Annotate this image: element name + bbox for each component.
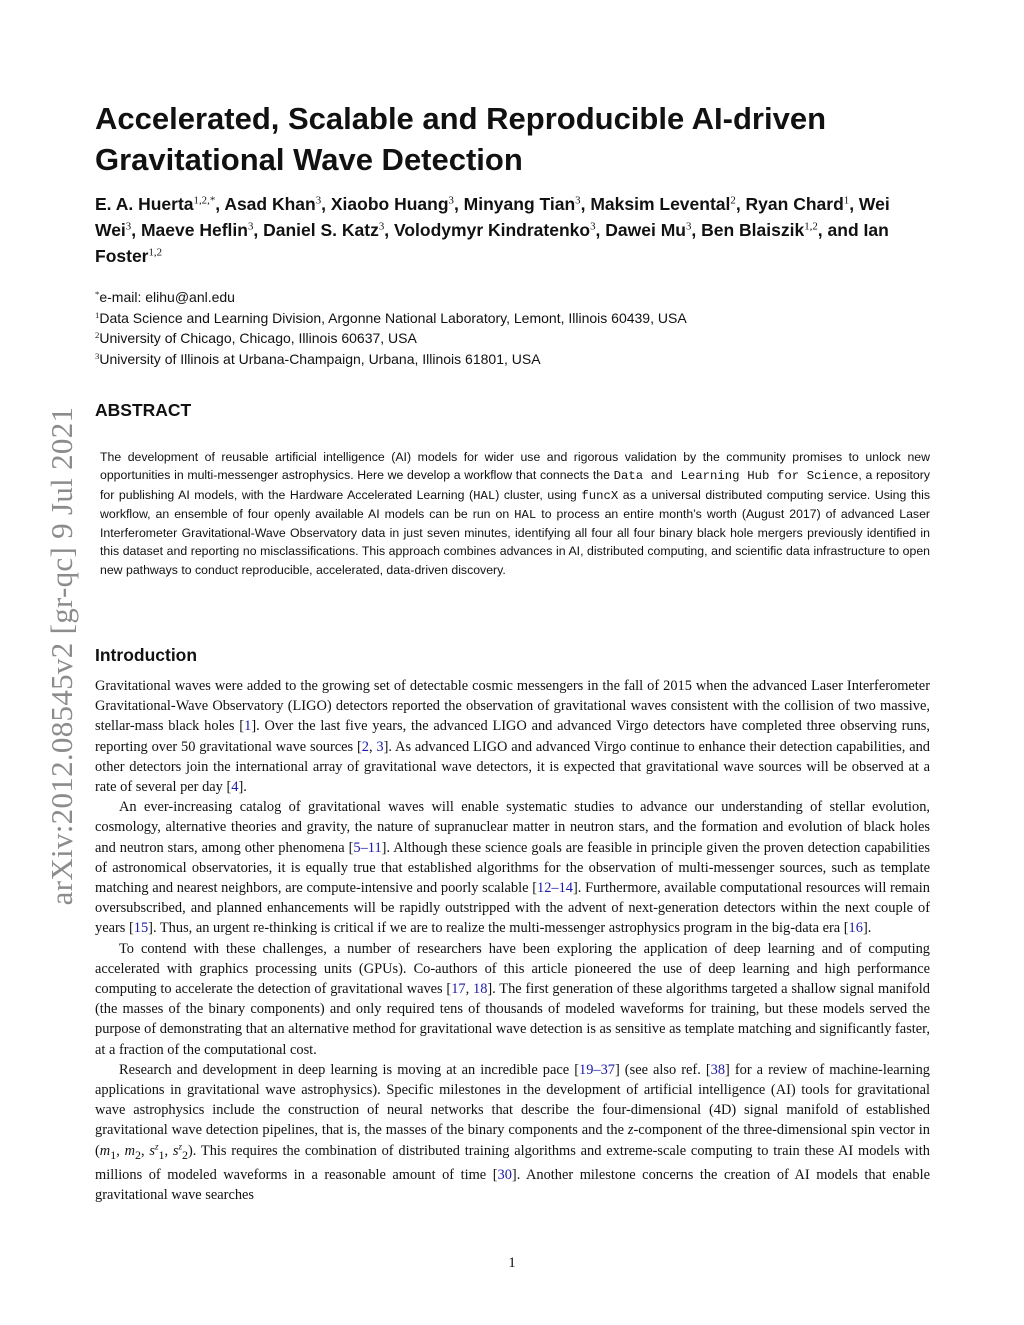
author-name: E. A. Huerta — [95, 194, 194, 214]
paragraph — [95, 939, 930, 1060]
author-name: Ian Foster — [95, 220, 889, 266]
author-affiliation-mark: 1,2 — [804, 220, 818, 233]
text: ). This requires the combination of distributed training algorithms and extreme-scale computing to train these AI models with millions of modeled waveforms in a reasonable amount of time [ — [95, 1142, 930, 1183]
text: ]. Although these science goals are feasible in principle given the proven detection capabilities of astronomical observatories, it is equally true that established algorithms for the observation of multi-messenger sources, such as template matching and nearest neighbors, are compute-intensive and poorly scalable [ — [95, 839, 930, 897]
author-name: Maksim Levental — [590, 194, 731, 214]
text: ]. The first generation of these algorithms targeted a shallow signal manifold (the masses of the binary components) and only required tens of thousands of modeled waveforms for training, but these models served the purpose of demonstrating that an alternative method for gravitational wave detection is as sensitive as template matching and significantly faster, at a fraction of the computational cost. — [95, 981, 930, 1058]
text: ]. — [862, 920, 872, 937]
citation-link[interactable]: 38 — [710, 1061, 726, 1078]
text: -component of the three-dimensional spin vector in ( — [95, 1122, 930, 1159]
text: Research and development in deep learning is moving at an incredible pace [ — [119, 1061, 579, 1078]
author-name: Minyang Tian — [463, 194, 576, 214]
text: , — [116, 1142, 125, 1159]
math-symbol: m — [99, 1142, 111, 1159]
citation-link[interactable]: 12–14 — [537, 880, 573, 897]
text: ]. Another milestone concerns the creation of AI models that enable gravitational wave searches — [95, 1166, 930, 1203]
author-affiliation-mark: 3 — [590, 220, 596, 233]
author-affiliation-mark: 3 — [448, 194, 454, 207]
citation-link[interactable]: 18 — [473, 981, 488, 998]
text: ]. Furthermore, available computational resources will remain oversubscribed, and planned enhancements will be rapidly outstripped with the advent of next-generation detectors within the next couple of years [ — [95, 880, 930, 937]
page-number: 1 — [508, 1255, 516, 1271]
abstract-text — [100, 448, 930, 579]
abstract-code: HAL — [514, 507, 537, 522]
citation-link[interactable]: 19–37 — [579, 1061, 615, 1078]
citation-link[interactable]: 1 — [244, 718, 252, 735]
introduction-body — [95, 676, 930, 1205]
author-name: Maeve Heflin — [140, 220, 248, 240]
author-name: Ryan Chard — [745, 194, 844, 214]
text: To contend with these challenges, a number of researchers have been exploring the application of deep learning and of computing accelerated with graphics processing units (GPUs). Co-authors of this article pioneered the use of deep learning and high performance computing to accelerate the detection of gravitational waves [ — [95, 940, 930, 998]
text: , — [164, 1142, 173, 1159]
author-affiliation-mark: 2 — [730, 194, 736, 207]
author-name: Asad Khan — [224, 194, 316, 214]
math-symbol: s — [149, 1142, 156, 1159]
author-affiliation-mark: 3 — [125, 220, 132, 233]
text: , — [368, 738, 377, 755]
math-symbol: z — [627, 1122, 634, 1139]
math-superscript: z — [155, 1141, 159, 1152]
text: ]. Over the last five years, the advanced LIGO and advanced Virgo detectors have completed three observing runs, reporting over 50 gravitational wave sources [ — [95, 718, 931, 755]
affiliation-list — [95, 287, 935, 369]
author-affiliation-mark: 1,2 — [148, 246, 163, 259]
paper-title: Accelerated, Scalable and Reproducible AI-driven Gravitational Wave Detection — [95, 101, 827, 177]
math-subscript: 1 — [110, 1147, 117, 1162]
text: , — [465, 981, 473, 998]
author-name: Xiaobo Huang — [330, 194, 449, 214]
introduction-heading: Introduction — [95, 645, 198, 665]
authors-conjunction: and — [827, 220, 859, 240]
paragraph — [95, 1060, 930, 1205]
author-affiliation-mark: 3 — [378, 220, 385, 233]
affiliation-mark: 2 — [95, 329, 100, 340]
text: ]. Thus, an urgent re-thinking is critical if we are to realize the multi-messenger astrophysics program in the big-data era [ — [148, 920, 849, 937]
author-name: Dawei Mu — [605, 220, 686, 240]
abstract-fragment: , a repository for publishing AI models, with the Hardware Accelerated Learning ( — [100, 468, 930, 502]
author-affiliation-mark: 1,2,* — [193, 194, 216, 207]
text: ]. — [238, 779, 247, 796]
author-affiliation-mark: 3 — [685, 220, 692, 233]
email-address: e-mail: elihu@anl.edu — [99, 289, 235, 305]
text: ] (see also ref. [ — [614, 1061, 711, 1078]
citation-link[interactable]: 4 — [231, 779, 239, 796]
math-symbol: s — [172, 1142, 179, 1159]
text: ]. As advanced LIGO and advanced Virgo continue to enhance their detection capabilities, and other detectors join the international array of gravitational wave detectors, it is expected that gravitational wave sources will be observed at a rate of several per day [ — [95, 738, 930, 796]
affiliation-mark: * — [95, 288, 100, 299]
affiliation-text: University of Chicago, Chicago, Illinois 60637, USA — [99, 330, 417, 346]
affiliation-item — [95, 308, 935, 329]
abstract-code: HAL — [473, 488, 496, 503]
abstract-fragment: The development of reusable artificial intelligence (AI) models for wider use and rigorous validation by the community promises to unlock new opportunities in multi-messenger astrophysics. Here we develop a workflow that connects the — [100, 450, 930, 483]
abstract-fragment: to process an entire month’s worth (August 2017) of advanced Laser Interferometer Gravitational-Wave Observatory data in just seven minutes, identifying all four all four binary black hole mergers previously identified in this dataset and reporting no misclassifications. This approach combines advances in AI, distributed computing, and scientific data infrastructure to open new pathways to conduct reproducible, accelerated, data-driven discovery. — [100, 506, 931, 577]
affiliation-mark: 3 — [95, 350, 100, 361]
text: An ever-increasing catalog of gravitational waves will enable systematic studies to advance our understanding of stellar evolution, cosmology, alternative theories and gravity, the nature of supranuclear matter in neutron stars, and the formation and evolution of black holes and neutron stars, among other phenomena [ — [95, 799, 930, 856]
contact-email — [95, 287, 935, 308]
math-symbol: m — [124, 1142, 136, 1159]
author-list: E. A. Huerta$^{1,2,*}$, Asad Khan$^3$, Xiaobo Huang$^3$, Minyang Tian$^3$, Maksim Levental$^2$, Ryan Chard$^1$, Wei Wei$^3$, Maeve Heflin$^3$, Daniel S. Katz$^3$, Volodymyr Kindratenko$^3$, Dawei Mu$^3$, Ben Blaiszik$^{1,2}$, and Ian Foster$^{1,2}$ — [95, 194, 890, 266]
citation-link[interactable]: 30 — [497, 1166, 512, 1183]
text: , — [141, 1142, 150, 1159]
paragraph — [95, 676, 930, 797]
affiliation-item — [95, 328, 935, 349]
author-affiliation-mark: 3 — [315, 194, 322, 207]
author-name: Ben Blaiszik — [701, 220, 805, 240]
text: Gravitational waves were added to the growing set of detectable cosmic messengers in the fall of 2015 when the advanced Laser Interferometer Gravitational-Wave Observatory (LIGO) detectors reported the observation of gravitational waves consistent with the collision of two massive, stellar-mass black holes [ — [95, 678, 930, 735]
affiliation-text: Data Science and Learning Division, Argonne National Laboratory, Lemont, Illinois 60439, USA — [99, 309, 687, 326]
citation-link[interactable]: 3 — [376, 738, 384, 755]
math-subscript: 2 — [135, 1147, 142, 1162]
citation-link[interactable]: 15 — [133, 920, 149, 937]
abstract-heading: ABSTRACT — [95, 400, 192, 420]
citation-link[interactable]: 5–11 — [353, 839, 382, 856]
abstract-fragment: as a universal distributed computing service. Using this workflow, an ensemble of four openly available AI models can be run on — [100, 487, 930, 521]
text: ] for a review of machine-learning applications in gravitational wave astrophysics). Specific milestones in the development of artificial intelligence (AI) tools for gravitational wave astrophysics include the construction of neural networks that describe the four-dimensional (4D) signal manifold of established gravitational wave detection pipelines, that is, the masses of the binary components and the — [95, 1061, 930, 1139]
abstract-fragment: ) cluster, using — [495, 487, 582, 502]
paragraph — [95, 797, 930, 938]
author-affiliation-mark: 1 — [843, 194, 850, 207]
citation-link[interactable]: 17 — [451, 981, 466, 998]
abstract-code: funcX — [581, 488, 619, 503]
math-superscript: z — [178, 1141, 182, 1152]
abstract-code: Data and Learning Hub for Science — [613, 469, 859, 484]
math-subscript: 1 — [158, 1147, 165, 1162]
citation-link[interactable]: 16 — [848, 920, 863, 937]
affiliation-text: University of Illinois at Urbana-Champaign, Urbana, Illinois 61801, USA — [99, 350, 541, 367]
author-name: Wei Wei — [95, 194, 890, 240]
affiliation-item — [95, 349, 935, 370]
author-affiliation-mark: 3 — [247, 220, 254, 233]
citation-link[interactable]: 2 — [361, 738, 369, 755]
arxiv-stamp: arXiv:2012.08545v2 [gr-qc] 9 Jul 2021 — [44, 406, 79, 906]
author-name: Volodymyr Kindratenko — [393, 220, 591, 240]
math-subscript: 2 — [181, 1147, 188, 1162]
author-name: Daniel S. Katz — [263, 220, 379, 240]
author-affiliation-mark: 3 — [575, 194, 581, 207]
affiliation-mark: 1 — [95, 309, 100, 320]
